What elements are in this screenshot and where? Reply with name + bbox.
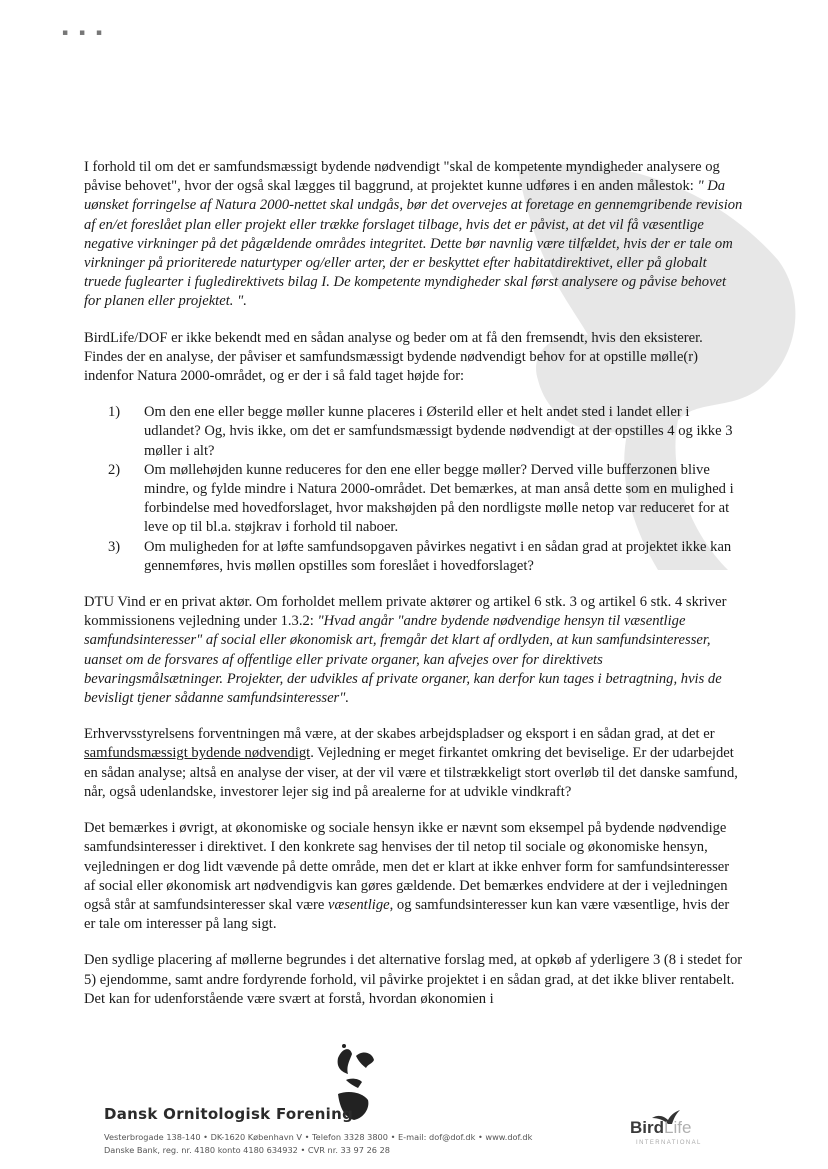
list-number: 1) — [108, 404, 121, 421]
paragraph-text: , og samfundsinteresser kun kan være væsentlige, hvis der er tale om interesser på lang sigt. — [84, 896, 730, 933]
birdlife-international-label: INTERNATIONAL — [636, 1140, 702, 1146]
scan-marks: ▪ ▪ ▪ — [62, 28, 107, 38]
question-list — [84, 403, 744, 576]
letter-body — [84, 158, 744, 1026]
organization-name: Dansk Ornitologisk Forening — [104, 1105, 354, 1123]
paragraph-text: DTU Vind er en privat aktør. Om forholdet mellem private aktører og artikel 6 stk. 3 og artikel 6 stk. 4 skriver kommissionens vejledning under 1.3.2: — [84, 594, 727, 630]
bank-details: Danske Bank, reg. nr. 4180 konto 4180 634932 • CVR nr. 33 97 26 28 — [104, 1145, 391, 1155]
paragraph-habitat-quote — [84, 158, 744, 312]
paragraph-private-actor — [84, 593, 744, 708]
paragraph-business-authority — [84, 725, 744, 802]
address-line: Vesterbrogade 138-140 • DK-1620 København V • Telefon 3328 3800 • E-mail: dof@dof.dk • www.dof.dk — [104, 1132, 533, 1142]
list-text: Om muligheden for at løfte samfundsopgaven påvirkes negativt i en sådan grad at projektet ikke kan gennemføres, hvis møllen opstilles som foreslået i hovedforslaget? — [144, 538, 732, 574]
paragraph-text: Erhvervsstyrelsens forventningen må være, at der skabes arbejdspladser og eksport i en sådan grad, at det er — [84, 726, 715, 743]
underlined-phrase: samfundsmæssigt bydende nødvendigt — [84, 745, 311, 762]
birdlife-logo-bird: Bird — [630, 1118, 664, 1137]
letterhead-footer — [0, 1030, 828, 1169]
paragraph-text: . Vejledning er meget firkantet omkring det beviselige. Er der udarbejdet en sådan analyse; altså en analyse der viser, at der vil være et tilstrækkeligt stort overløb til det danske samfund, når, også udenlandske, investorer lejer sig ind på arealerne for at udvikle vindkraft? — [84, 745, 738, 800]
paragraph-analysis-request: BirdLife/DOF er ikke bekendt med en sådan analyse og beder om at få den fremsendt, hvis den eksisterer. Findes der en analyse, der påviser et samfundsmæssigt bydende nødvendigt behov for at opstille mølle(r) indenfor Natura 2000-området, og er der i så fald taget højde for: — [84, 329, 703, 385]
quoted-commission-guidance: "Hvad angår "andre bydende nødvendige hensyn til væsentlige samfundsinteresser" af social eller økonomisk art, fremgår det klart af ordlyden, at kun samfundsinteresser, uanset om de forsvares af offentlige eller private organer, kan afvejes over for direktivets bevaringsmålsætninger. Projekter, der udvikles af private organer, kan derfor kun tages i betragtning, hvis de bevisligt tjener sådanne samfundsinteresser". — [84, 613, 722, 707]
list-number: 3) — [108, 538, 121, 555]
birdlife-logo — [630, 1118, 691, 1138]
paragraph-economic-interests — [84, 819, 744, 934]
quoted-guidance: " Da uønsket forringelse af Natura 2000-nettet skal undgås, bør det overvejes at foretage en gennemgribende revision af en/et foreslået plan eller projekt eller trække forslaget tilbage, hvis det er påvist, at det vil få væsentlige negative virkninger på det pågældende områdes integritet. Dette bør navnlig være tilfældet, hvis der er tale om virkninger på prioriterede naturtyper og/eller arter, der er beskyttet efter habitatdirektivet, eller på globalt truede fuglearter i fugledirektivets bilag I. De kompetente myndigheder skal først analysere og påvise behovet for planen eller projektet. ". — [84, 178, 743, 310]
paragraph-text: Det bemærkes i øvrigt, at økonomiske og sociale hensyn ikke er nævnt som eksempel på bydende nødvendige samfundsinteresser i direktivet. I den konkrete sag henvises der til netop til sociale og økonomiske hensyn, vejledningen er dog lidt vævende på dette område, men det er klart at ikke enhver form for samfundsinteresser af social eller økonomisk art nødvendigvis kan gøres gældende. Det bemærkes endvidere at der i vejledningen også står at samfundsinteresser skal være — [84, 820, 730, 913]
paragraph-southern-placement: Den sydlige placering af møllerne begrundes i det alternative forslag med, at opkøb af yderligere 3 (8 i stedet for 5) ejendomme, samt andre fordyrende forhold, vil påvirke projektet i en sådan grad, at det ikke bliver rentabelt. Det kan for udenforstående være svært at forstå, hvordan økonomien i — [84, 952, 743, 1007]
list-text: Om den ene eller begge møller kunne placeres i Østerild eller et helt andet sted i landet eller i udlandet? Og, hvis ikke, om det er samfundsmæssigt bydende nødvendigt at der opstilles 4 og ikke 3 møller i alt? — [144, 404, 733, 459]
birdlife-logo-life: Life — [664, 1118, 692, 1137]
list-item — [84, 461, 744, 538]
italic-word: væsentlige — [327, 896, 390, 913]
list-text: Om møllehøjden kunne reduceres for den ene eller begge møller? Derved ville bufferzonen blive mindre, og fylde mindre i Natura 2000-området. Det bemærkes, at man anså dette som en mulighed i forbindelse med hovedforslaget, hvor makshøjden på den nordligste mølle netop var reduceret for at leve op til bl.a. støjkrav i forhold til naboer. — [144, 461, 734, 536]
list-item — [84, 403, 744, 461]
list-number: 2) — [108, 461, 121, 478]
paragraph-text: I forhold til om det er samfundsmæssigt bydende nødvendigt "skal de kompetente myndigheder analysere og påvise behovet", hvor der også skal lægges til baggrund, at projektet kunne udføres i en anden målestok: — [84, 159, 720, 195]
list-item — [84, 538, 744, 576]
